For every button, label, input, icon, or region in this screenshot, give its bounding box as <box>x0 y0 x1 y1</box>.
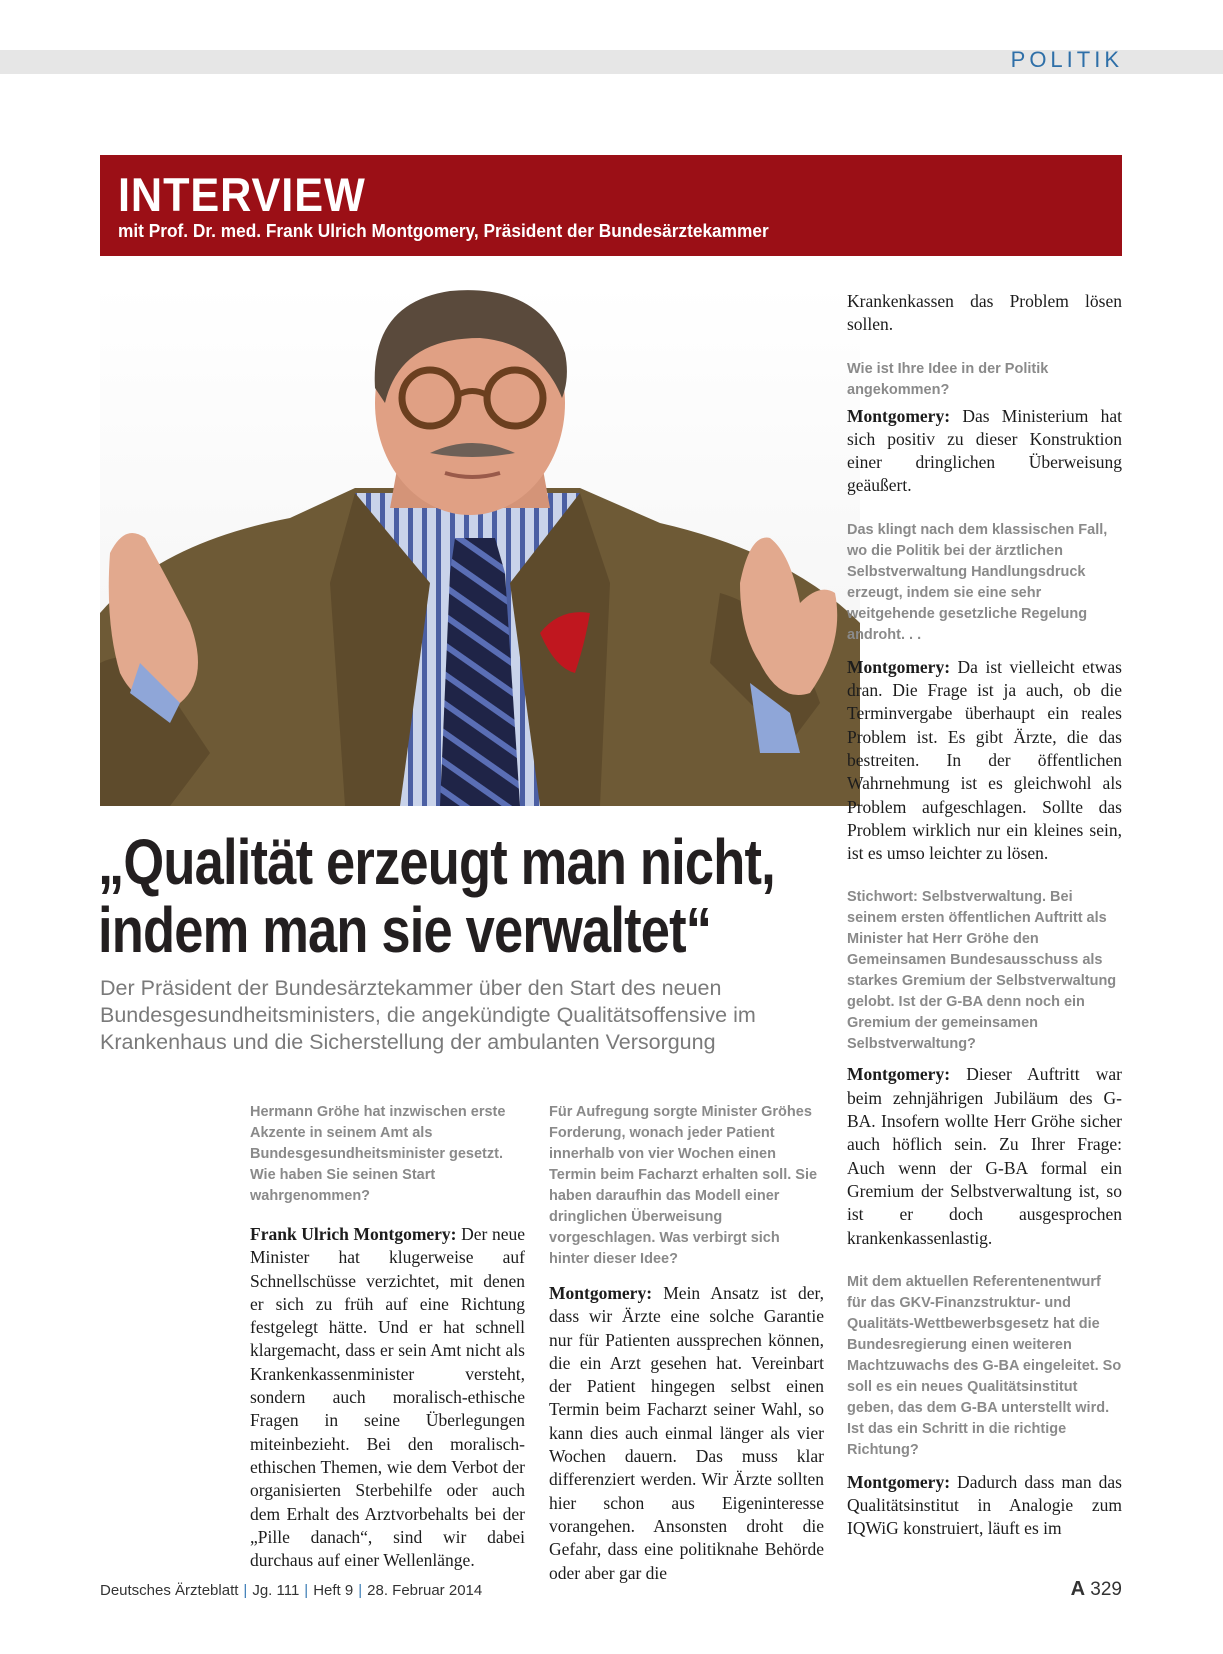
answer-text: Da ist vielleicht etwas dran. Die Frage ist ja auch, ob die Terminvergabe überhaupt ein reales Problem ist. Es gibt Ärzte, die das bestreiten. In der öffentlichen Wahrnehmung ist es gleichwohl als Problem aufgeschlagen. Sollte das Problem wirklich nur ein kleines sein, ist es umso leichter zu lösen. <box>847 656 1122 864</box>
article-dek: Der Präsident der Bundesärztekammer über den Start des neuen Bundesgesundheitsministers, die angekündigte Qualitätsoffensive im Krankenhaus und die Sicherstellung der ambulanten Versorgung <box>100 976 756 1054</box>
banner-subtitle: mit Prof. Dr. med. Frank Ulrich Montgomery, Präsident der Bundesärztekammer <box>118 221 769 241</box>
journal-date: 28. Februar 2014 <box>367 1582 483 1599</box>
page-prefix: A <box>1070 1578 1086 1600</box>
question-6: Mit dem aktuellen Referentenentwurf für das GKV-Finanzstruktur- und Qualitäts-Wettbewerbsgesetz hat die Bundesregierung einen weiteren Machtzuwachs des G-BA eingeleitet. So soll es ein neues Qualitätsinstitut geben, das dem G-BA unterstellt wird. Ist das ein Schritt in die richtige Richtung? <box>847 1273 1122 1458</box>
answer-text: Das Ministerium hat sich positiv zu dieser Konstruktion einer dringlichen Überweisung geäußert. <box>847 405 1122 496</box>
page-number <box>1071 1578 1122 1601</box>
answer-3 <box>847 405 1122 498</box>
speaker-label: Frank Ulrich Montgomery: <box>250 1224 457 1244</box>
column-2 <box>549 1102 824 1585</box>
headline-line-2: indem man sie verwaltet“ <box>98 894 712 966</box>
speaker-label: Montgomery: <box>847 656 951 677</box>
headline-line-1: „Qualität erzeugt man nicht, <box>98 826 775 898</box>
answer-2 <box>549 1282 824 1585</box>
answer-text: Dadurch dass man das Qualitätsinstitut in Analogie zum IQWiG konstruiert, läuft es im <box>847 1471 1122 1539</box>
answer-5 <box>847 1063 1122 1249</box>
speaker-label: Montgomery: <box>549 1283 653 1303</box>
journal-issue: Heft 9 <box>313 1582 354 1599</box>
continued-text: Krankenkassen das Problem lösen sollen. <box>847 291 1122 335</box>
answer-text: Dieser Auftritt war beim zehnjährigen Jubiläum des G-BA. Insofern wollte Herr Gröhe sicher auch höflich sein. Zu Ihrer Frage: Auch wenn der G-BA formal ein Gremium der Selbstverwaltung ist, so ist er doch ausgesprochen krankenkassenlastig. <box>847 1064 1122 1248</box>
banner-title: INTERVIEW <box>118 168 366 221</box>
page-footer: Deutsches Ärzteblatt | Jg. 111 | Heft 9 | 28. Februar 2014 A 329 <box>100 1578 1122 1600</box>
speaker-label: Montgomery: <box>847 1471 951 1492</box>
column-1 <box>250 1102 525 1572</box>
answer-6 <box>847 1471 1122 1541</box>
question-5: Stichwort: Selbstverwaltung. Bei seinem ersten öffentlichen Auftritt als Minister hat Herr Gröhe den Gemeinsamen Bundesausschuss als starkes Gremium der Selbstverwaltung gelobt. Ist der G-BA denn noch ein Gremium der gemeinsamen Selbstverwaltung? <box>847 889 1117 1053</box>
column-3 <box>847 290 1122 1541</box>
answer-text: Der neue Minister hat klugerweise auf Schnellschüsse verzichtet, mit denen er sich zu früh auf eine Richtung festgelegt hätte. Und er hat schnell klargemacht, dass er sein Amt nicht als Krankenkassenminister versteht, sondern auch moralisch-ethische Fragen in seine Überlegungen miteinbezieht. Bei den moralisch-ethischen Themen, wie dem Verbot der organisierten Sterbehilfe oder auch dem Erhalt des Arztvorbehalts bei der „Pille danach“, sind wir dabei durchaus auf einer Wellenlänge. <box>250 1224 525 1571</box>
answer-4 <box>847 656 1122 866</box>
portrait-photo <box>100 283 860 806</box>
question-2: Für Aufregung sorgte Minister Gröhes Forderung, wonach jeder Patient innerhalb von vier Wochen einen Termin beim Facharzt erhalten soll. Sie haben daraufhin das Modell einer dringlichen Überweisung vorgeschlagen. Was verbirgt sich hinter dieser Idee? <box>549 1104 818 1267</box>
article-headline <box>98 828 820 964</box>
question-3: Wie ist Ihre Idee in der Politik angekommen? <box>847 360 1049 398</box>
answer-text: Mein Ansatz ist der, dass wir Ärzte eine solche Garantie nur für Patienten aussprechen können, die ein Arzt gesehen hat. Vereinbart der Patient hingegen selbst einen Termin beim Facharzt seiner Wahl, so kann dies auch einmal länger als vier Wochen dauern. Das muss klar differenziert werden. Wir Ärzte sollten hier schon aus Eigeninteresse vorangehen. Ansonsten droht die Gefahr, dass eine politiknahe Behörde oder aber gar die <box>549 1283 824 1583</box>
journal-volume: Jg. 111 <box>252 1582 300 1599</box>
speaker-label: Montgomery: <box>847 1064 951 1085</box>
question-1: Hermann Gröhe hat inzwischen erste Akzente in seinem Amt als Bundesgesundheitsminister gesetzt. Wie haben Sie seinen Start wahrgenommen? <box>250 1104 506 1204</box>
section-label: POLITIK <box>1010 47 1123 72</box>
page-value: 329 <box>1090 1579 1122 1600</box>
interview-banner <box>100 155 1122 256</box>
question-4: Das klingt nach dem klassischen Fall, wo die Politik bei der ärztlichen Selbstverwaltung Handlungsdruck erzeugt, indem sie eine sehr weitgehende gesetzliche Regelung androht. . . <box>847 521 1108 643</box>
answer-1 <box>250 1223 525 1572</box>
journal-name: Deutsches Ärzteblatt <box>100 1582 239 1599</box>
speaker-label: Montgomery: <box>847 405 951 426</box>
